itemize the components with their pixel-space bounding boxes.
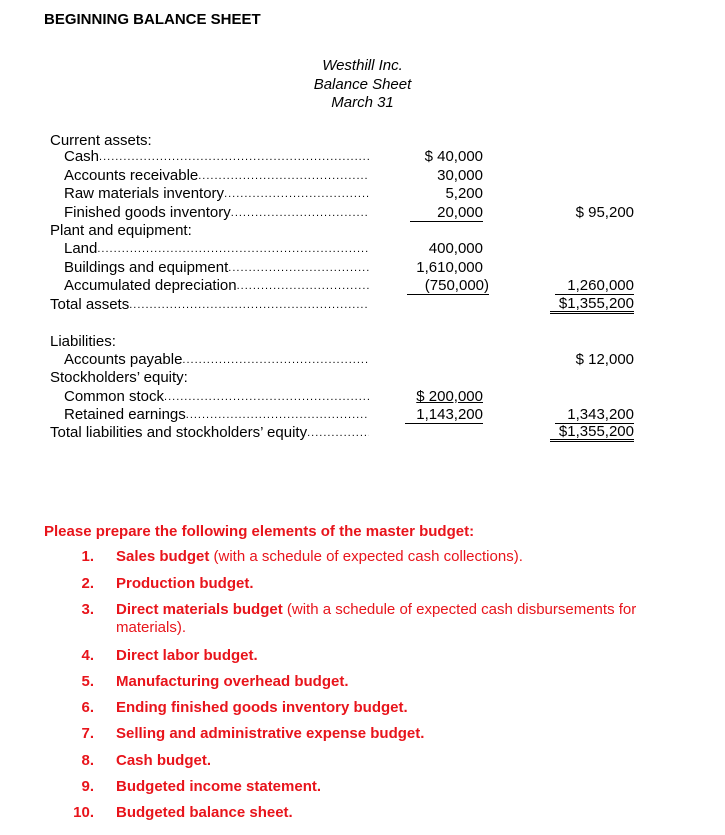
plant-header: Plant and equipment: <box>50 222 192 239</box>
ar-row <box>0 167 725 185</box>
list-item-number: 5. <box>81 673 94 690</box>
list-item-number: 10. <box>73 804 94 821</box>
total-liab-row <box>0 424 725 442</box>
re-label: Retained earnings <box>64 406 186 423</box>
list-item-number: 4. <box>81 647 94 664</box>
ap-label: Accounts payable <box>64 351 183 368</box>
total-assets-label: Total assets <box>50 296 130 313</box>
fg-value: 20,000 <box>410 204 483 222</box>
equity-header-row <box>0 369 725 387</box>
ar-label: Accounts receivable <box>64 167 199 184</box>
ap-row <box>0 351 725 369</box>
dep-label: Accumulated depreciation <box>64 277 237 294</box>
fg-label: Finished goods inventory <box>64 204 231 221</box>
plant-header-row <box>0 222 725 240</box>
ap-value: $ 12,000 <box>575 351 634 368</box>
list-item-number: 3. <box>81 601 94 618</box>
re-value: 1,143,200 <box>405 406 483 424</box>
list-item-number: 9. <box>81 778 94 795</box>
bldg-value: 1,610,000 <box>416 259 483 276</box>
instructions-title: Please prepare the following elements of the master budget: <box>44 523 475 540</box>
raw-label: Raw materials inventory <box>64 185 225 202</box>
land-value: 400,000 <box>428 240 483 257</box>
list-item-number: 6. <box>81 699 94 716</box>
equity-header: Stockholders’ equity: <box>50 369 188 386</box>
current-assets-header: Current assets: <box>50 132 152 149</box>
current-assets-total: $ 95,200 <box>575 204 634 221</box>
plant-total: 1,260,000 <box>555 277 634 295</box>
total-liab-label: Total liabilities and stockholders’ equity <box>50 424 308 441</box>
cash-value: $ 40,000 <box>424 148 483 165</box>
list-item-number: 1. <box>81 548 94 565</box>
dep-value: (750,000) <box>407 277 489 295</box>
page-heading: BEGINNING BALANCE SHEET <box>44 11 261 28</box>
list-item-number: 8. <box>81 752 94 769</box>
dep-row <box>0 277 725 295</box>
statement-date: March 31 <box>331 94 394 111</box>
total-liab-value: $1,355,200 <box>550 424 634 442</box>
liabilities-header: Liabilities: <box>50 333 116 350</box>
re-row <box>0 406 725 424</box>
list-item-bold: Cash budget. <box>116 752 212 769</box>
list-item-bold: Ending finished goods inventory budget. <box>116 699 408 716</box>
list-item-bold: Direct materials budget <box>116 601 283 618</box>
list-item-bold: Direct labor budget. <box>116 647 258 664</box>
list-item-bold: Selling and administrative expense budget. <box>116 725 425 742</box>
bldg-label: Buildings and equipment <box>64 259 229 276</box>
cash-row <box>0 148 725 166</box>
equity-total: 1,343,200 <box>555 406 634 424</box>
list-item-number: 2. <box>81 575 94 592</box>
company-name: Westhill Inc. <box>322 57 403 74</box>
cs-value: $ 200,000 <box>416 388 483 405</box>
liabilities-header-row <box>0 333 725 351</box>
raw-value: 5,200 <box>445 185 483 202</box>
list-item-number: 7. <box>81 725 94 742</box>
total-assets-row <box>0 296 725 314</box>
list-item-bold: Budgeted balance sheet. <box>116 804 293 821</box>
land-label: Land <box>64 240 98 257</box>
cash-label: Cash <box>64 148 100 165</box>
cs-label: Common stock <box>64 388 165 405</box>
list-item-bold: Production budget. <box>116 575 254 592</box>
statement-title: Balance Sheet <box>313 76 412 93</box>
cs-row <box>0 388 725 406</box>
list-item-bold: Sales budget <box>116 548 210 565</box>
list-item-rest: (with a schedule of expected cash collections). <box>209 548 523 565</box>
list-item-bold: Budgeted income statement. <box>116 778 322 795</box>
raw-row <box>0 185 725 203</box>
fg-row <box>0 204 725 222</box>
list-item-rest: (with a schedule of expected cash disbursements for materials). <box>116 601 637 636</box>
ar-value: 30,000 <box>437 167 483 184</box>
land-row <box>0 240 725 258</box>
list-item-bold: Manufacturing overhead budget. <box>116 673 349 690</box>
bldg-row <box>0 259 725 277</box>
total-assets-value: $1,355,200 <box>550 296 634 314</box>
